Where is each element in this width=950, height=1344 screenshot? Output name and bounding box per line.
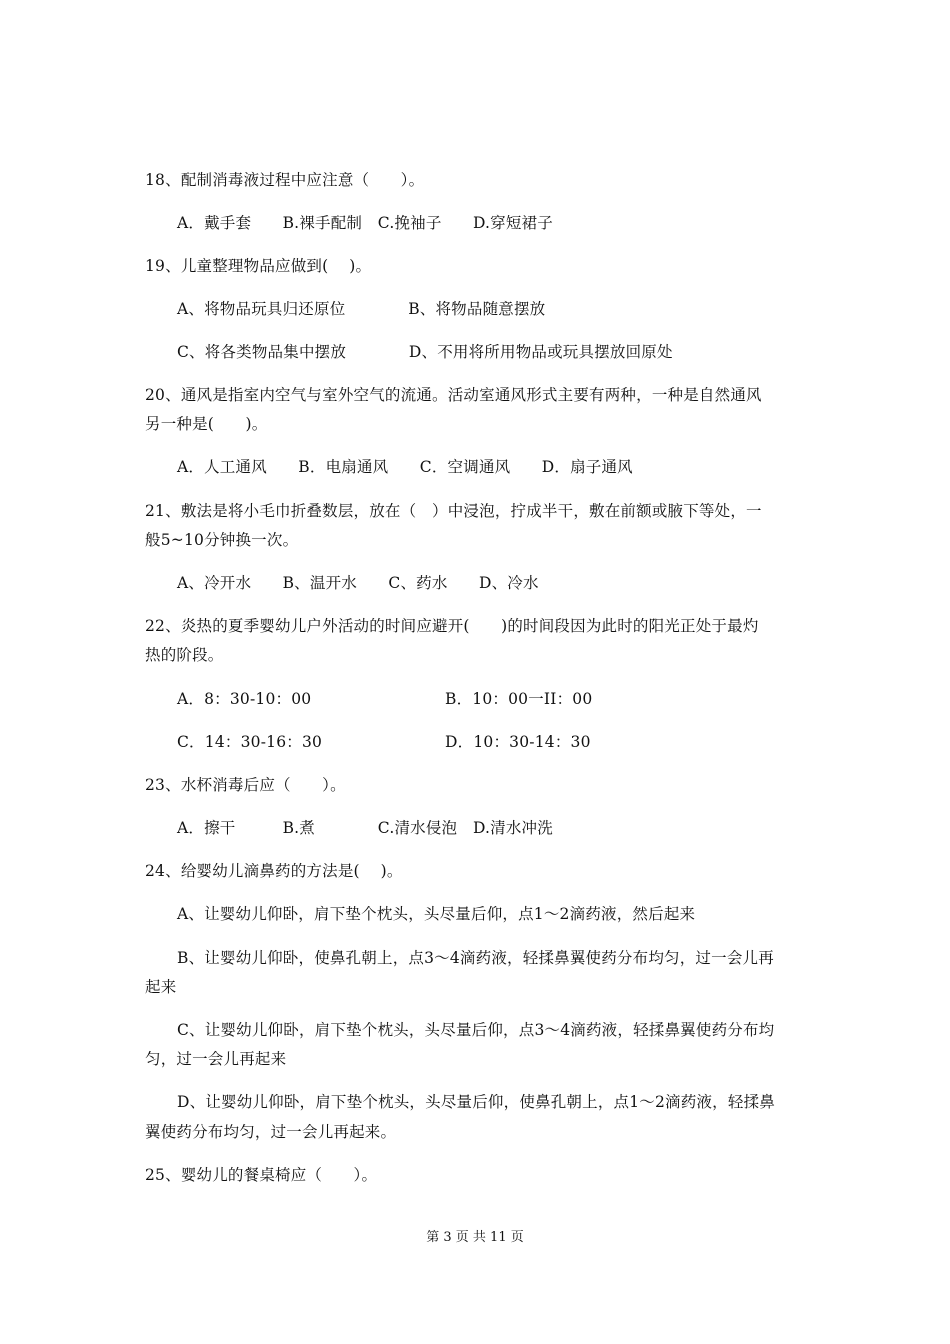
question-24-option-c-line2: 匀，过一会儿再起来 (145, 1050, 287, 1068)
question-19-options-row1: A、将物品玩具归还原位 B、将物品随意摆放 (177, 300, 546, 318)
question-24-option-d-line1: D、让婴幼儿仰卧，肩下垫个枕头，头尽量后仰，使鼻孔朝上，点1～2滴药液，轻揉鼻 (177, 1093, 775, 1111)
question-20-line2: 另一种是( )。 (145, 415, 268, 433)
question-22-option-c: C．14：30-16：30 (177, 733, 323, 751)
question-19-options-row2: C、将各类物品集中摆放 D、不用将所用物品或玩具摆放回原处 (177, 343, 673, 361)
question-24-option-a: A、让婴幼儿仰卧，肩下垫个枕头，头尽量后仰，点1～2滴药液，然后起来 (177, 905, 696, 923)
question-20-options: A．人工通风 B．电扇通风 C．空调通风 D．扇子通风 (177, 458, 633, 476)
question-18: 18、配制消毒液过程中应注意（ ）。 (145, 171, 425, 189)
page-footer: 第 3 页 共 11 页 (426, 1230, 524, 1245)
question-21-line1: 21、敷法是将小毛巾折叠数层，放在（ ）中浸泡，拧成半干，敷在前额或腋下等处，一 (145, 502, 762, 520)
question-23: 23、水杯消毒后应（ ）。 (145, 776, 346, 794)
question-24-option-d-line2: 翼使药分布均匀，过一会儿再起来。 (145, 1123, 397, 1141)
question-22-option-d: D．10：30-14：30 (445, 733, 591, 751)
question-22-line1: 22、炎热的夏季婴幼儿户外活动的时间应避开( )的时间段因为此时的阳光正处于最灼 (145, 617, 759, 635)
question-22-option-b: B．10：00一II：00 (445, 690, 593, 708)
question-21-options: A、冷开水 B、温开水 C、药水 D、冷水 (177, 574, 539, 592)
question-24-option-b-line2: 起来 (145, 978, 177, 996)
question-23-options: A．擦干 B.煮 C.清水侵泡 D.清水冲洗 (177, 819, 553, 837)
question-19: 19、儿童整理物品应做到( )。 (145, 257, 372, 275)
question-25: 25、婴幼儿的餐桌椅应（ ）。 (145, 1166, 378, 1184)
question-22-option-a: A．8：30-10：00 (177, 690, 312, 708)
question-21-line2: 般5~10分钟换一次。 (145, 531, 299, 549)
question-22-line2: 热的阶段。 (145, 646, 224, 664)
question-24-option-c-line1: C、让婴幼儿仰卧，肩下垫个枕头，头尽量后仰，点3～4滴药液，轻揉鼻翼使药分布均 (177, 1021, 775, 1039)
question-20-line1: 20、通风是指室内空气与室外空气的流通。活动室通风形式主要有两种，一种是自然通风 (145, 386, 762, 404)
question-24-option-b-line1: B、让婴幼儿仰卧，使鼻孔朝上，点3～4滴药液，轻揉鼻翼使药分布均匀，过一会儿再 (177, 949, 774, 967)
question-18-options: A．戴手套 B.裸手配制 C.挽袖子 D.穿短裙子 (177, 214, 553, 232)
question-24: 24、给婴幼儿滴鼻药的方法是( )。 (145, 862, 403, 880)
